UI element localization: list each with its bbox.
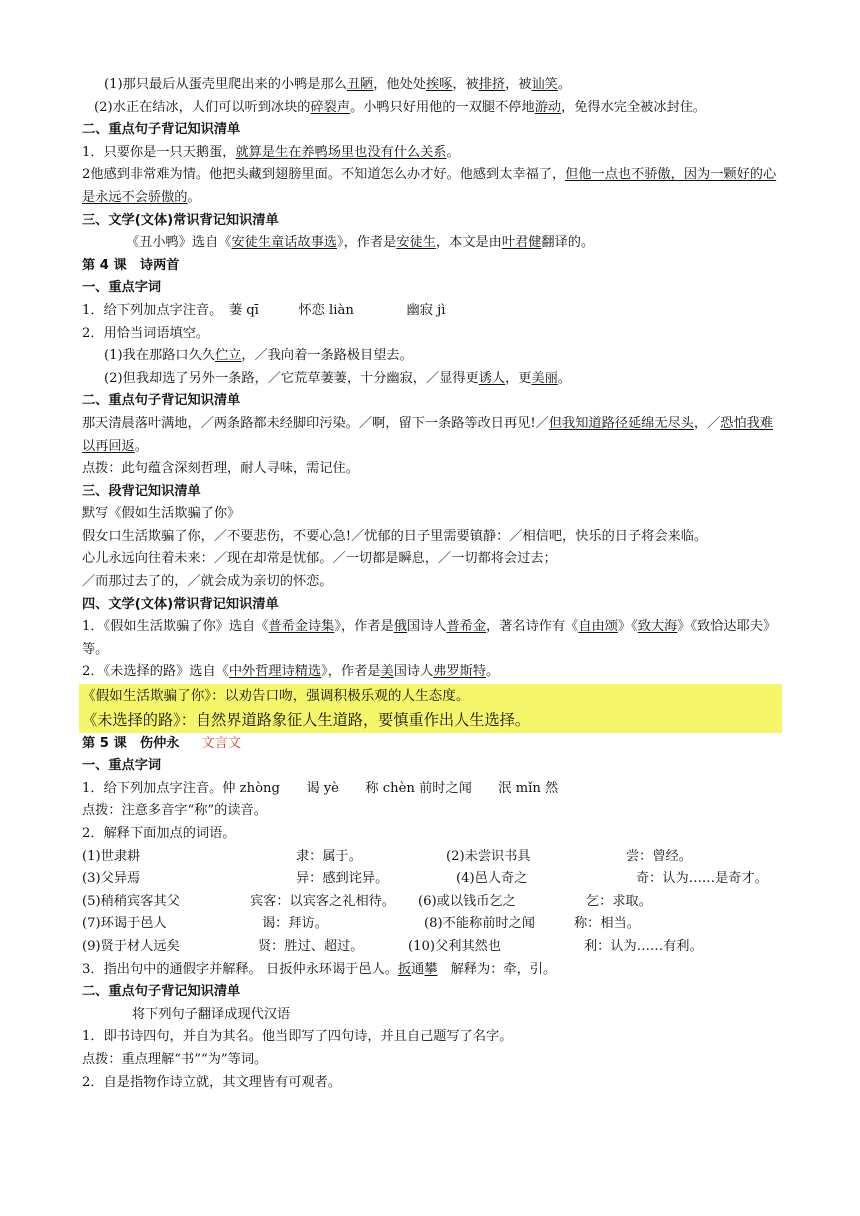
gloss-def: 奇：认为……是奇才。 — [636, 871, 768, 887]
vocab-sentence-1: (1)那只最后从蛋壳里爬出来的小鸭是那么丑陋，他处处挨啄，被排挤，被讪笑。 — [104, 77, 572, 92]
underlined-phrase: 美 — [380, 664, 394, 680]
dictation-title: 默写《假如生活欺骗了你》 — [82, 506, 241, 522]
gloss-def: 贤：胜过、超过。 — [258, 938, 364, 954]
gloss-def: 乞：求取。 — [586, 893, 652, 909]
lesson-title-text: 第 5 课 伤仲永 — [82, 735, 180, 751]
gloss-row — [82, 868, 782, 891]
underlined-word: 攀 — [424, 961, 438, 977]
highlight-line-1: 《假如生活欺骗了你》：以劝告口吻，强调积极乐观的人生态度。 — [82, 688, 470, 705]
underlined-phrase: 安徒生 — [396, 235, 436, 251]
gloss-def: 尝：曾经。 — [626, 848, 692, 864]
section-heading: 一、重点字词 — [82, 758, 162, 774]
underlined-word: 伫立 — [215, 348, 242, 364]
underlined-phrase: 弗罗斯特 — [433, 664, 487, 680]
pinyin-question: 1．给下列加点字注音。仲 zhòng 谒 yè 称 chèn 前时之闻 泯 mǐn 然 — [82, 780, 559, 796]
fill-item-1: (1)我在那路口久久伫立，／我向着一条路极目望去。 — [104, 348, 413, 364]
gloss-term: (10)父利其然也 — [408, 938, 502, 954]
gloss-term: (6)或以钱币乞之 — [418, 893, 516, 909]
lesson-title — [82, 733, 782, 756]
gloss-def: 异：感到诧异。 — [296, 871, 389, 887]
gloss-term: (2)未尝识书具 — [446, 848, 531, 864]
gloss-term: (8)不能称前时之闻 — [424, 916, 535, 932]
key-sentence-1: 1．只要你是一只天鹅蛋，就算是生在养鸭场里也没有什么关系。 — [82, 144, 460, 160]
gloss-row — [82, 936, 782, 959]
key-sentence-2: 2他感到非常难为情。他把头藏到翅膀里面。不知道怎么办才好。他感到太幸福了，但他一点也不骄傲，因为一颗好的心是永远不会骄傲的。 — [82, 167, 777, 205]
tip: 点拨：注意多音字“称”的读音。 — [82, 803, 267, 819]
tongjia-question: 3．指出句中的通假字并解释。 日扳仲永环谒于邑人。扳通攀 解释为：牵，引。 — [82, 961, 557, 977]
underlined-phrase: 普希金诗集 — [268, 619, 335, 635]
section-heading: 二、重点句子背记知识清单 — [82, 122, 241, 138]
section-heading: 二、重点句子背记知识清单 — [82, 984, 241, 1000]
genre-tag: 文言文 — [201, 735, 242, 751]
gloss-term: (3)父异焉 — [82, 871, 141, 887]
underlined-word: 美丽 — [531, 370, 558, 386]
pinyin-question: 1．给下列加点字注音。 萋 qī 怀恋 liàn 幽寂 jì — [82, 302, 446, 318]
gloss-term: (1)世隶耕 — [82, 848, 141, 864]
gloss-def: 称：相当。 — [574, 916, 640, 932]
underlined-phrase: 但他一点也不骄傲，因为一颗好的心是永远不会骄傲的 — [82, 167, 777, 205]
key-sentence: 那天清晨落叶满地，／两条路都未经脚印污染。／啊，留下一条路等改日再见!／但我知道路径延绵无尽头，／恐怕我难以再回返。 — [82, 415, 774, 454]
underlined-word: 排挤 — [478, 77, 506, 92]
underlined-word: 诱人 — [478, 370, 506, 386]
section-heading: 三、段背记知识清单 — [82, 483, 201, 499]
gloss-term: (5)稍稍宾客其父 — [82, 893, 180, 909]
section-heading: 二、重点句子背记知识清单 — [82, 393, 241, 409]
fill-question: 2．用恰当词语填空。 — [82, 325, 210, 341]
gloss-def: 谒：拜访。 — [262, 916, 328, 932]
underlined-phrase: 致大海 — [637, 619, 678, 635]
section-heading: 四、文学(文体)常识背记知识清单 — [82, 596, 279, 612]
literary-note: 《丑小鸭》选自《安徒生童话故事选》，作者是安徒生，本文是由叶君健翻译的。 — [126, 235, 595, 251]
underlined-word: 挨啄 — [426, 77, 453, 92]
document-page — [82, 74, 782, 1094]
underlined-phrase: 安徒生童话故事选 — [231, 235, 337, 251]
tip: 点拨：此句蕴含深刻哲理，耐人寻味，需记住。 — [82, 461, 359, 477]
underlined-word: 扳 — [397, 961, 412, 977]
gloss-row — [82, 913, 782, 936]
tip: 点拨：重点理解“书”“为”等词。 — [82, 1051, 268, 1067]
gloss-def: 利：认为……有利。 — [584, 938, 703, 954]
gloss-def: 宾客：以宾客之礼相待。 — [250, 893, 396, 909]
translate-instruction: 将下列句子翻译成现代汉语 — [132, 1006, 291, 1022]
gloss-term: (4)邑人奇之 — [456, 871, 528, 887]
underlined-phrase: 就算是生在养鸭场里也没有什么关系 — [235, 144, 447, 160]
underlined-word: 丑陋 — [346, 77, 374, 92]
underlined-phrase: 俄 — [393, 619, 407, 635]
gloss-term: (9)贤于材人远矣 — [82, 938, 180, 954]
section-heading: 三、文学(文体)常识背记知识清单 — [82, 212, 279, 228]
poem-lines-2: 心儿永远向往着未来：／现在却常是忧郁。／一切都是瞬息，／一切都将会过去； — [82, 551, 557, 567]
explain-question: 2．解释下面加点的词语。 — [82, 826, 236, 841]
gloss-row — [82, 846, 782, 869]
fill-item-2: (2)但我却选了另外一条路，／它荒草萋萋，十分幽寂，／显得更诱人，更美丽。 — [104, 370, 572, 386]
highlight-box — [79, 684, 782, 733]
lesson-title: 第 4 课 诗两首 — [82, 257, 180, 273]
literary-note-1: 1．《假如生活欺骗了你》选自《普希金诗集》，作者是俄国诗人普希金，著名诗作有《自由颂》《致大海》《致恰达耶夫》等。 — [82, 619, 777, 657]
underlined-word: 游动 — [534, 99, 562, 115]
vocab-sentence-2: (2)水正在结冰，人们可以听到冰块的碎裂声。小鸭只好用他的一双腿不停地游动，免得水完全被冰封住。 — [94, 99, 707, 115]
section-heading: 一、重点字词 — [82, 280, 162, 296]
translate-item-1: 1．即书诗四句，并自为其名。他当即写了四句诗，并且自己题写了名字。 — [82, 1029, 513, 1045]
underlined-word: 讪笑 — [531, 77, 558, 92]
underlined-phrase: 叶君健 — [501, 235, 542, 251]
underlined-word: 碎裂声 — [310, 99, 351, 115]
gloss-def: 隶：属于。 — [296, 848, 362, 864]
literary-note-2: 2．《未选择的路》选自《中外哲理诗精选》，作者是美国诗人弗罗斯特。 — [82, 664, 500, 680]
poem-lines-3: ／而那过去了的，／就会成为亲切的怀恋。 — [82, 574, 333, 590]
translate-item-2: 2．自是指物作诗立就，其文理皆有可观者。 — [82, 1074, 341, 1090]
underlined-phrase: 但我知道路径延绵无尽头 — [548, 415, 694, 431]
gloss-term: (7)环谒于邑人 — [82, 916, 167, 932]
poem-lines-1: 假女口生活欺骗了你，／不要悲伤，不要心急!／忧郁的日子里需要镇静：／相信吧，快乐的日子将会来临。 — [82, 528, 708, 544]
highlight-line-2: 《未选择的路》：自然界道路象征人生道路，要慎重作出人生选择。 — [82, 710, 531, 729]
gloss-row — [82, 891, 782, 914]
underlined-phrase: 普希金 — [446, 619, 487, 635]
underlined-phrase: 恐怕我难以再回返 — [82, 415, 774, 454]
underlined-phrase: 中外哲理诗精选 — [228, 664, 322, 680]
underlined-phrase: 自由颂 — [578, 619, 618, 635]
